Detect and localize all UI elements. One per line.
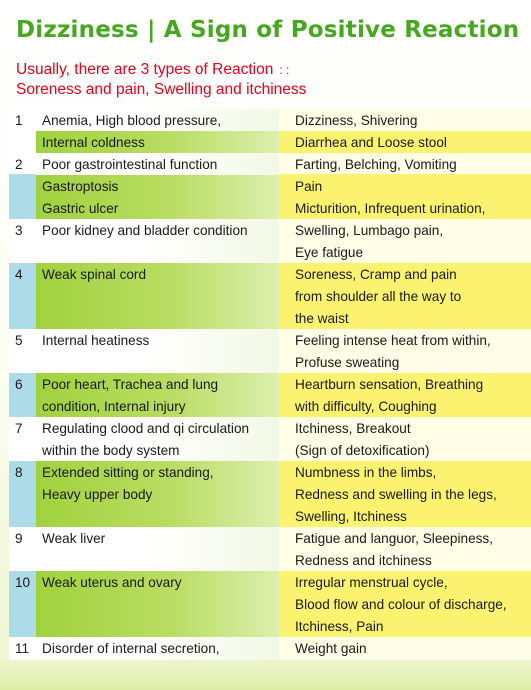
cause-line: Regulating clood and qi circulation: [42, 421, 250, 436]
cause-line: Poor gastrointestinal function: [36, 153, 279, 175]
cause-line: [36, 505, 279, 527]
row-cause: [36, 527, 279, 571]
row-cause: [36, 461, 279, 527]
row-cause: [36, 417, 279, 461]
cause-line: Anemia, High blood pressure,: [42, 113, 222, 128]
row-number: 3: [9, 219, 36, 263]
effect-line: Numbness in the limbs,: [295, 465, 437, 480]
cause-line: Internal coldness: [36, 131, 279, 153]
effect-line: Blood flow and colour of discharge,: [295, 597, 507, 612]
row-cause: [36, 153, 279, 219]
effect-line: the waist: [295, 311, 349, 326]
row-number: 1: [9, 109, 36, 153]
effect-line: from shoulder all the way to: [295, 289, 462, 304]
row-cause: [36, 263, 279, 329]
effect-line: with difficulty, Coughing: [295, 399, 437, 414]
cause-line: [36, 285, 279, 307]
reaction-types-list: Soreness and pain, Swelling and itchiness: [16, 81, 307, 98]
cause-line: Disorder of internal secretion,: [42, 641, 220, 656]
row-number: 5: [9, 329, 36, 373]
cause-line: Poor kidney and bladder condition: [42, 223, 248, 238]
effect-line: Diarrhea and Loose stool: [279, 131, 531, 153]
effect-line: Swelling, Lumbago pain,: [295, 223, 444, 238]
effect-line: Swelling, Itchiness: [295, 509, 407, 524]
effect-line: Irregular menstrual cycle,: [295, 575, 448, 590]
effect-line: Dizziness, Shivering: [295, 113, 418, 128]
row-cause: [36, 329, 279, 373]
row-number: 10: [9, 571, 36, 637]
row-number: 8: [9, 461, 36, 527]
cause-line: Gastroptosis: [42, 179, 119, 194]
row-effect: [279, 263, 531, 329]
effect-line: Soreness, Cramp and pain: [295, 267, 457, 282]
cause-line: Weak liver: [42, 531, 106, 546]
cause-line: [36, 549, 279, 571]
row-number: 11: [9, 637, 36, 681]
row-effect: [279, 527, 531, 571]
effect-line: Feeling intense heat from within,: [295, 333, 491, 348]
effect-line: Pain: [295, 179, 323, 194]
separator: : :: [279, 63, 290, 77]
effect-line: Weight gain: [295, 641, 367, 656]
reaction-table: [9, 109, 531, 681]
row-number: 2: [9, 153, 36, 219]
effect-line: Itchiness, Pain: [295, 619, 384, 634]
cause-line: [36, 241, 279, 263]
row-effect: [279, 571, 531, 637]
cause-line: Internal heatiness: [42, 333, 150, 348]
effect-line: Farting, Belching, Vomiting: [295, 157, 457, 172]
effect-line: Micturition, Infrequent urination,: [295, 201, 486, 216]
reaction-types-intro: Usually, there are 3 types of Reaction: [16, 61, 274, 78]
row-effect: [279, 109, 531, 153]
cause-line: [36, 593, 279, 615]
row-cause: [36, 219, 279, 263]
effect-line: Eye fatigue: [295, 245, 364, 260]
cause-line: Weak uterus and ovary: [42, 575, 182, 590]
cause-line: Gastric ulcer: [42, 201, 119, 216]
row-effect: [279, 153, 531, 219]
cause-line: condition, Internal injury: [42, 399, 186, 414]
row-number: 6: [9, 373, 36, 417]
cause-line: within the body system: [42, 443, 180, 458]
row-effect: [279, 329, 531, 373]
effect-line: Redness and itchiness: [295, 553, 432, 568]
effect-line: Heartburn sensation, Breathing: [295, 377, 484, 392]
row-number: 7: [9, 417, 36, 461]
cause-line: [36, 307, 279, 329]
cause-line: Poor heart, Trachea and lung: [42, 377, 219, 392]
effect-line: Redness and swelling in the legs,: [295, 487, 497, 502]
reaction-types-note: [16, 60, 306, 100]
bottom-gradient-strip: [0, 660, 531, 690]
cause-line: [36, 351, 279, 373]
effect-line: Profuse sweating: [295, 355, 400, 370]
cause-line: Weak spinal cord: [42, 267, 147, 282]
row-effect: [279, 461, 531, 527]
effect-line: Fatigue and languor, Sleepiness,: [295, 531, 494, 546]
row-effect: [279, 417, 531, 461]
cause-line: Heavy upper body: [42, 487, 153, 502]
row-cause: [36, 109, 279, 153]
row-effect: [279, 373, 531, 417]
row-cause: [36, 373, 279, 417]
effect-line: Itchiness, Breakout: [295, 421, 411, 436]
cause-line: Extended sitting or standing,: [42, 465, 214, 480]
row-cause: [36, 571, 279, 637]
page-title: Dizziness | A Sign of Positive Reaction: [16, 17, 520, 43]
cause-line: [36, 615, 279, 637]
row-effect: [279, 219, 531, 263]
row-number: 4: [9, 263, 36, 329]
effect-line: (Sign of detoxification): [295, 443, 430, 458]
row-number: 9: [9, 527, 36, 571]
